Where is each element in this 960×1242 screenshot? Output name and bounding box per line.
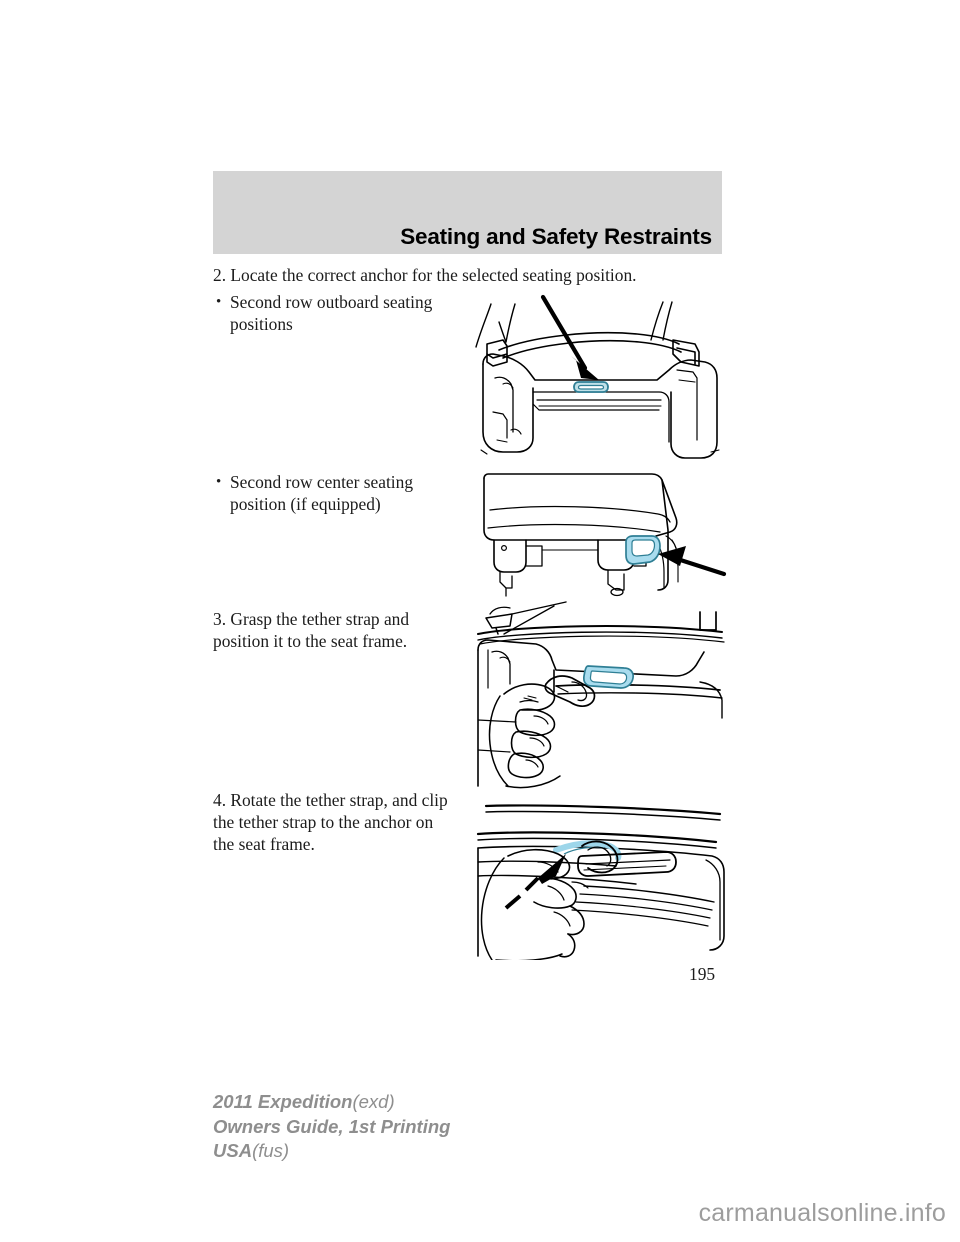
footer-model: 2011 Expedition <box>213 1091 353 1112</box>
section-header-band <box>213 171 722 254</box>
bullet-second-row-outboard <box>213 291 478 335</box>
footer-market: USA <box>213 1140 253 1161</box>
bullet-line-1: Second row outboard seating <box>230 292 433 312</box>
bullet-line-2: position (if equipped) <box>230 494 381 514</box>
footer-model-code: (exd) <box>352 1091 395 1112</box>
page-number: 195 <box>689 964 716 984</box>
figure-rotate-and-clip-tether <box>476 790 726 960</box>
footer-market-code: (fus) <box>252 1140 290 1161</box>
bullet-dot-icon: • <box>216 294 222 310</box>
step-4-text <box>213 789 468 855</box>
footer-guide: Owners Guide, 1st Printing <box>213 1115 451 1137</box>
anchor-loop-icon <box>574 382 608 392</box>
step-3-text <box>213 608 463 652</box>
step-4-line-2: the tether strap to the anchor on <box>213 812 434 832</box>
footer-block <box>213 1090 450 1164</box>
footer-line-3 <box>213 1139 450 1164</box>
bullet-second-row-center <box>213 471 478 515</box>
footer-line-2 <box>213 1115 450 1140</box>
site-watermark: carmanualsonline.info <box>698 1199 946 1227</box>
step-3-line-2: position it to the seat frame. <box>213 631 408 651</box>
bullet-line-2: positions <box>230 314 293 334</box>
figure-grasp-tether-strap <box>476 600 726 790</box>
bullet-row <box>213 493 478 515</box>
step-2-line: 2. Locate the correct anchor for the selected seating position. <box>213 265 637 285</box>
anchor-loop-icon <box>584 666 633 688</box>
bullet-row <box>213 291 478 313</box>
step-2-text <box>213 264 683 286</box>
footer-line-1 <box>213 1090 450 1115</box>
figure-second-row-outboard-anchor <box>473 292 725 464</box>
bullet-row <box>213 313 478 335</box>
bullet-line-1: Second row center seating <box>230 472 414 492</box>
bullet-row <box>213 471 478 493</box>
step-4-line-1: 4. Rotate the tether strap, and clip <box>213 790 448 810</box>
step-3-line-1: 3. Grasp the tether strap and <box>213 609 410 629</box>
figure-second-row-center-anchor <box>480 470 728 598</box>
callout-arrow-icon <box>543 297 599 380</box>
page-title: Seating and Safety Restraints <box>400 224 712 249</box>
bullet-dot-icon: • <box>216 474 222 490</box>
anchor-loop-icon <box>626 536 660 564</box>
step-4-line-3: the seat frame. <box>213 834 315 854</box>
